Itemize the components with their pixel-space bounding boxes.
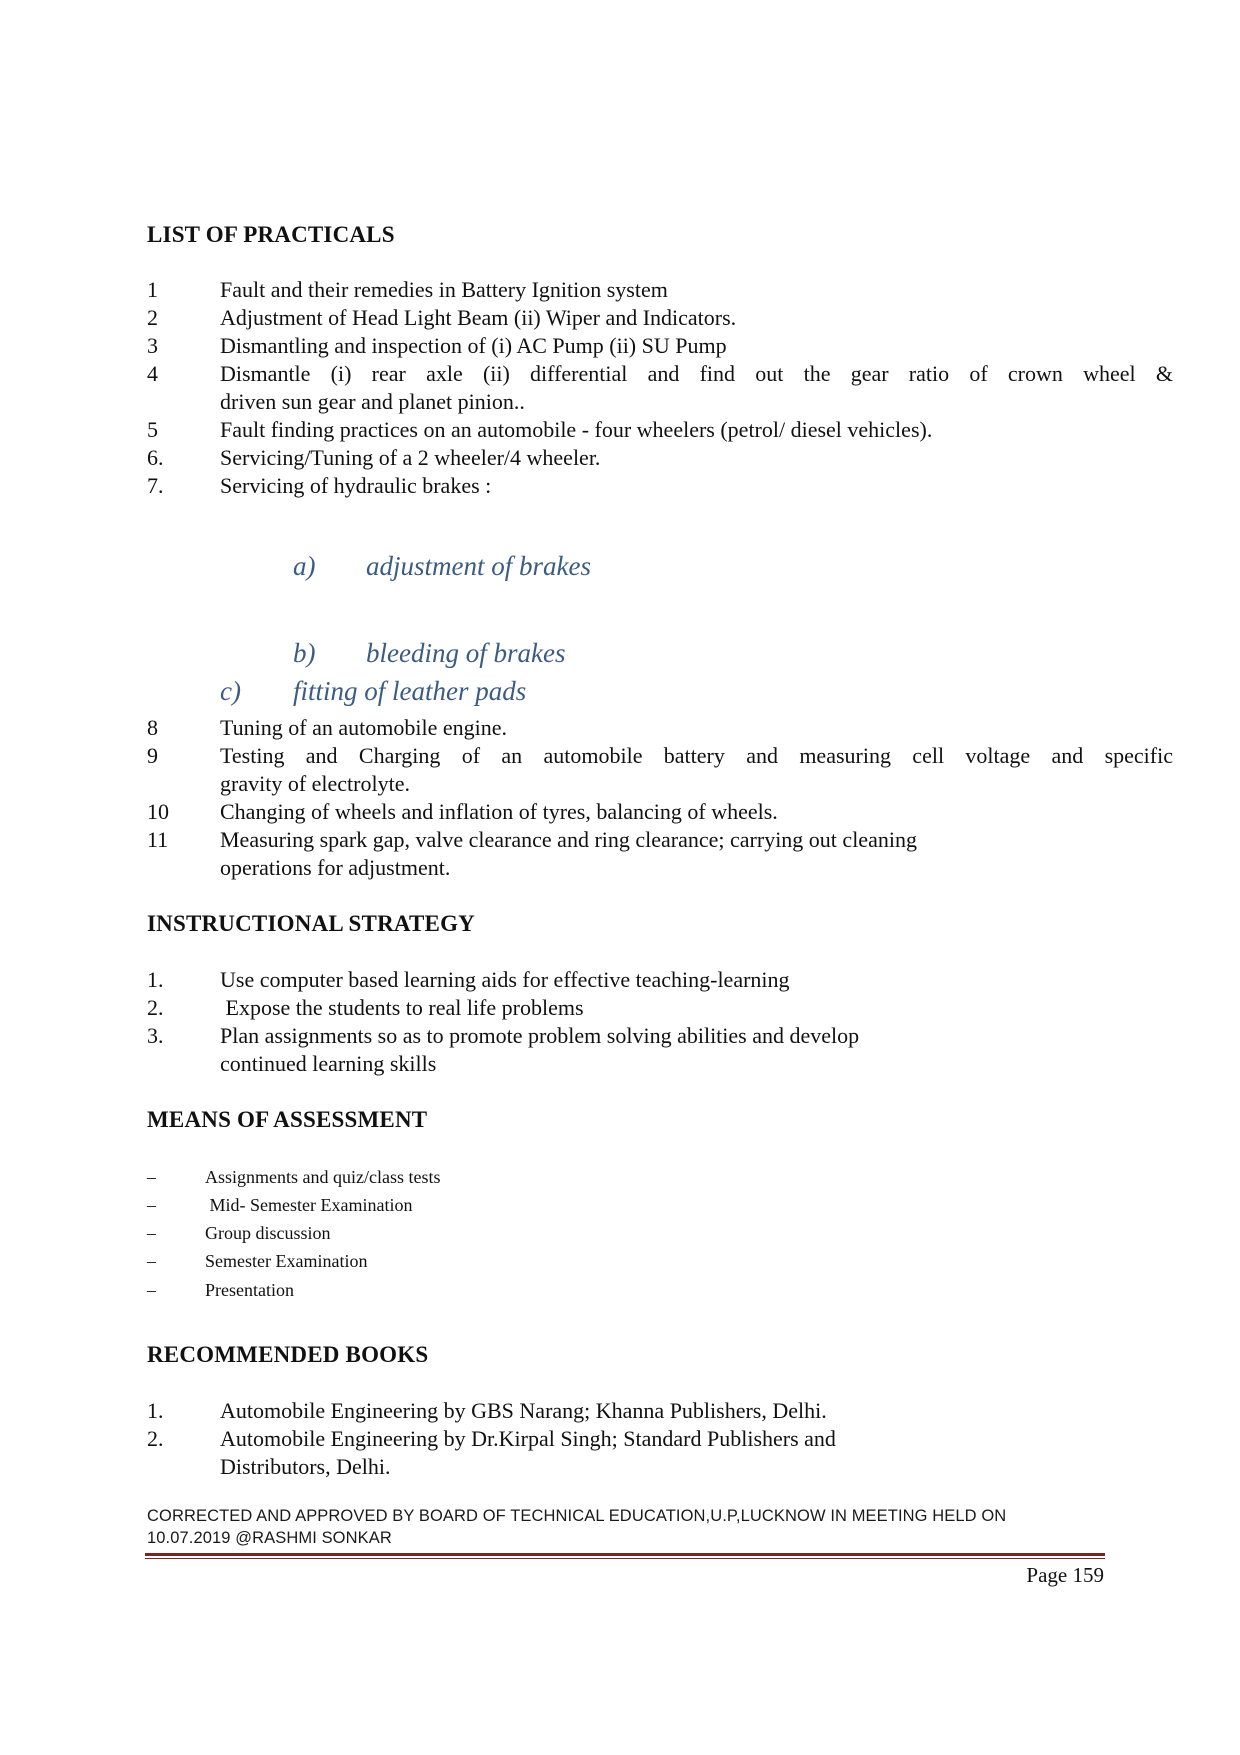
item-text: Group discussion [205,1223,331,1243]
footer-approval-note [147,1505,1107,1549]
item-text: Assignments and quiz/class tests [205,1167,441,1187]
item-number: 2 [147,305,158,330]
item-number: 2. [147,995,164,1020]
sub-item-label: c) [220,676,241,706]
item-text-line1: Dismantle (i) rear axle (ii) differential and find out the gear ratio of crown wheel & [220,361,1173,386]
item-number: 8 [147,715,158,740]
item-text-line1: Automobile Engineering by Dr.Kirpal Singh; Standard Publishers and [220,1426,836,1451]
item-number: 3 [147,333,158,358]
item-number: 1. [147,1398,164,1423]
item-text: Servicing/Tuning of a 2 wheeler/4 wheeler. [220,445,601,470]
footer-rule [145,1553,1105,1556]
dash-bullet: – [147,1251,156,1271]
item-text: Adjustment of Head Light Beam (ii) Wiper and Indicators. [220,305,737,330]
item-text-line1: Testing and Charging of an automobile battery and measuring cell voltage and specific [220,743,1173,768]
sub-item-label: b) [293,638,316,668]
heading-books: RECOMMENDED BOOKS [147,1342,429,1367]
item-text-line2: operations for adjustment. [220,855,451,880]
item-text: Dismantling and inspection of (i) AC Pump (ii) SU Pump [220,333,727,358]
page-number: Page 159 [1026,1563,1104,1587]
dash-bullet: – [147,1280,156,1300]
item-text: Mid- Semester Examination [205,1195,413,1215]
item-number: 2. [147,1426,164,1451]
dash-bullet: – [147,1223,156,1243]
item-number: 6. [147,445,164,470]
item-text: Servicing of hydraulic brakes : [220,473,492,498]
item-text: Changing of wheels and inflation of tyres, balancing of wheels. [220,799,778,824]
item-text-line2: Distributors, Delhi. [220,1454,391,1479]
item-number: 10 [147,799,169,824]
item-number: 1. [147,967,164,992]
item-text-line1: Measuring spark gap, valve clearance and ring clearance; carrying out cleaning [220,827,917,852]
item-text: Expose the students to real life problems [220,995,584,1020]
item-text-line2: gravity of electrolyte. [220,771,410,796]
item-number: 4 [147,361,158,386]
item-number: 5 [147,417,158,442]
dash-bullet: – [147,1167,156,1187]
item-text-line2: continued learning skills [220,1051,437,1076]
item-number: 11 [147,827,169,852]
heading-practicals: LIST OF PRACTICALS [147,222,395,247]
sub-item-label: a) [293,551,316,581]
heading-assessment: MEANS OF ASSESSMENT [147,1107,428,1132]
item-text-line1: Plan assignments so as to promote problem solving abilities and develop [220,1023,860,1048]
heading-strategy: INSTRUCTIONAL STRATEGY [147,911,475,936]
item-text: Automobile Engineering by GBS Narang; Khanna Publishers, Delhi. [220,1398,827,1423]
item-text: Tuning of an automobile engine. [220,715,507,740]
item-number: 3. [147,1023,164,1048]
footer-rule-thin [145,1558,1105,1559]
sub-item-text: bleeding of brakes [366,638,566,668]
sub-item-text: fitting of leather pads [293,676,527,706]
item-text: Fault and their remedies in Battery Ignition system [220,277,668,302]
item-text: Semester Examination [205,1251,368,1271]
sub-item-text: adjustment of brakes [366,551,591,581]
footer-line2: 10.07.2019 @RASHMI SONKAR [147,1529,392,1547]
item-text-line2: driven sun gear and planet pinion.. [220,389,525,414]
item-number: 7. [147,473,164,498]
item-text: Presentation [205,1280,294,1300]
item-number: 1 [147,277,158,302]
footer-line1: CORRECTED AND APPROVED BY BOARD OF TECHNICAL EDUCATION,U.P,LUCKNOW IN MEETING HELD ON [147,1507,1007,1525]
item-number: 9 [147,743,158,768]
item-text: Fault finding practices on an automobile - four wheelers (petrol/ diesel vehicles). [220,417,933,442]
dash-bullet: – [147,1195,156,1215]
item-text: Use computer based learning aids for effective teaching-learning [220,967,790,992]
